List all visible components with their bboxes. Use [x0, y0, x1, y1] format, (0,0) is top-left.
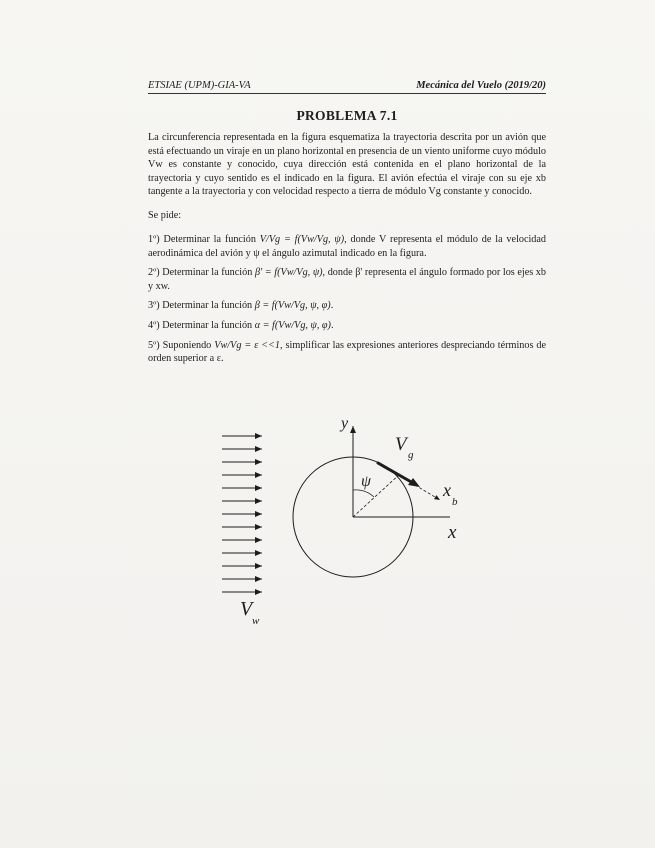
- body-axis: [415, 485, 440, 500]
- xb-subscript: b: [452, 496, 458, 508]
- task-item: 2º) Determinar la función β' = f(Vw/Vg, ψ), donde β' representa el ángulo formado por los ejes xb y xw.: [148, 267, 546, 292]
- vg-label: V: [395, 434, 407, 455]
- problem-statement: La circunferencia representada en la figura esquematiza la trayectoria descrita por un avión que está efectuando un viraje en un plano horizontal en presencia de un viento uniforme cuyo módulo Vw es constante y conocido, cuya dirección está contenida en el plano horizontal de la trayectoria y cuyo sentido es el indicado en la figura. El avión efectúa el viraje con su eje xb tangente a la trayectoria y con velocidad respecto a tierra de módulo Vg constante y conocido.: [148, 132, 546, 198]
- task-list: [148, 233, 546, 372]
- vg-subscript: g: [408, 449, 414, 461]
- x-axis-label: x: [448, 522, 457, 543]
- task-heading: Se pide:: [148, 210, 182, 221]
- xb-axis-label: x: [443, 480, 451, 500]
- header-subject: Mecánica del Vuelo (2019/20): [416, 80, 546, 91]
- ground-velocity-arrow: [378, 463, 413, 483]
- task-item: 1º) Determinar la función V/Vg = f(Vw/Vg, ψ), donde V representa el módulo de la velocidad aerodinámica del avión y ψ el ángulo azimutal indicado en la figura.: [148, 234, 547, 259]
- y-axis-label: y: [341, 415, 349, 432]
- formula: Vw/Vg = ε <<1: [214, 339, 281, 351]
- psi-label: ψ: [361, 473, 371, 490]
- formula: α = f(Vw/Vg, ψ, φ): [254, 319, 331, 331]
- task-item: 5º) Suponiendo Vw/Vg = ε <<1, simplificar las expresiones anteriores despreciando términos de orden superior a ε.: [148, 339, 547, 365]
- wind-turn-diagram: [210, 410, 490, 640]
- wind-arrows: [222, 436, 262, 592]
- task-item: 3º) Determinar la función β = f(Vw/Vg, ψ, φ).: [148, 300, 334, 312]
- task-item: 4º) Determinar la función α = f(Vw/Vg, ψ, φ).: [148, 319, 334, 331]
- formula: β' = f(Vw/Vg, ψ): [254, 267, 323, 279]
- psi-arc: [353, 490, 374, 497]
- vw-subscript: w: [252, 615, 260, 627]
- problem-title: PROBLEMA 7.1: [296, 108, 398, 123]
- page-header: [148, 80, 546, 94]
- ground-velocity-head: [408, 478, 420, 487]
- formula: β = f(Vw/Vg, ψ, φ): [254, 300, 331, 312]
- formula: V/Vg = f(Vw/Vg, ψ): [259, 234, 345, 245]
- vw-label: V: [240, 598, 253, 620]
- header-course: ETSIAE (UPM)-GIA-VA: [148, 80, 251, 91]
